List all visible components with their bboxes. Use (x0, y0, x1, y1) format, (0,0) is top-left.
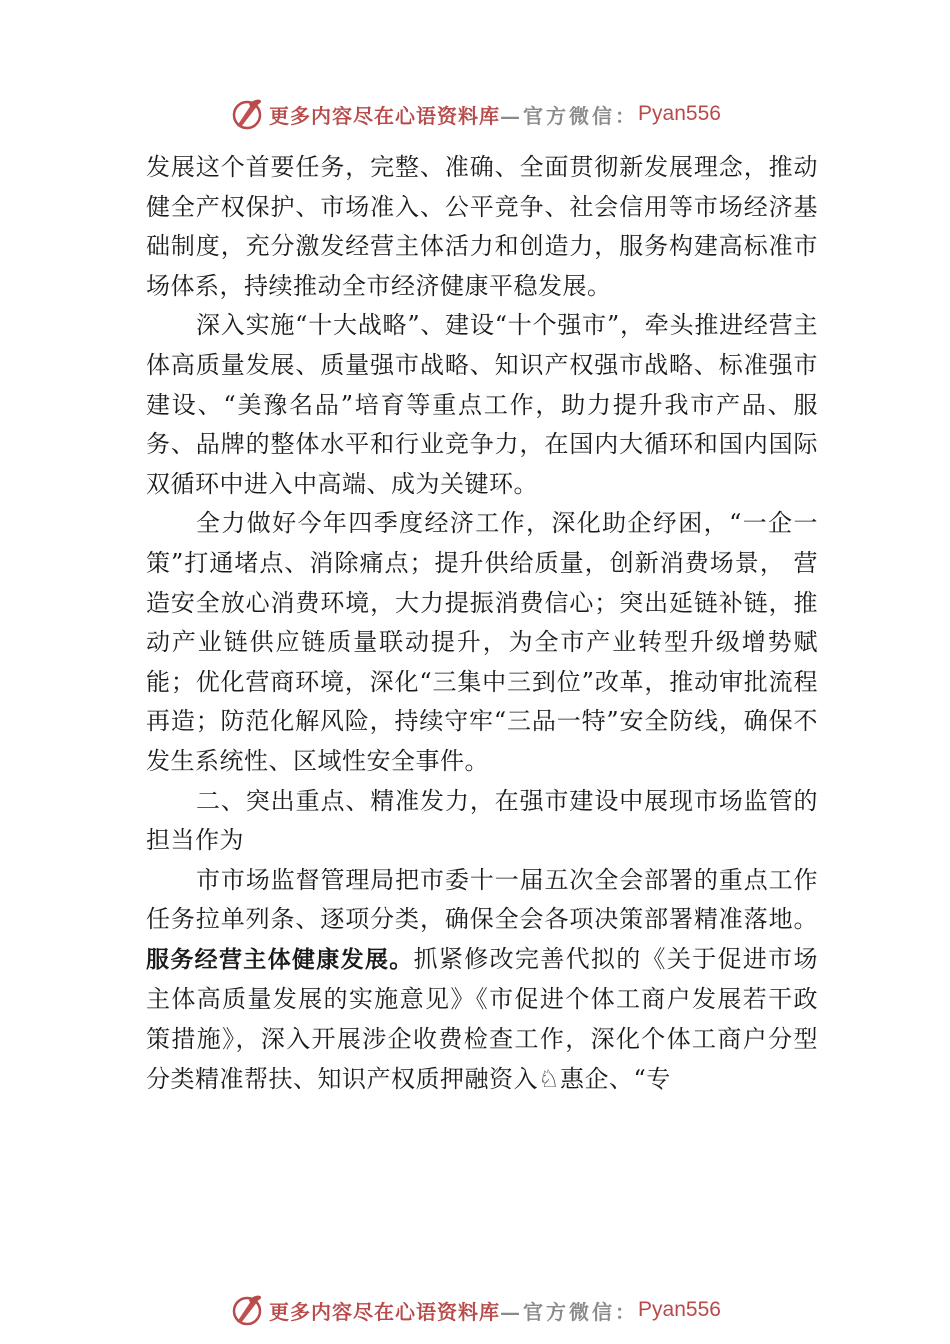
paragraph-2: 深入实施“十大战略”、建设“十个强市”，牵头推进经营主体高质量发展、质量强市战略、知识产权强市战略、标准强市建设、“美豫名品”培育等重点工作，助力提升我市产品、服务、品牌的整体水平和行业竞争力，在国内大循环和国内国际双循环中进入中高端、成为关键环。 (146, 311, 818, 498)
paragraph-5-bold-heading: 服务经营主体健康发展。 (146, 946, 414, 973)
banner-wechat-label: —官方微信： (500, 1299, 639, 1324)
footer-banner (0, 1288, 950, 1332)
banner-wechat-label: —官方微信： (500, 103, 639, 128)
paragraph-1: 发展这个首要任务，完整、准确、全面贯彻新发展理念，推动健全产权保护、市场准入、公平竞争、社会信用等市场经济基础制度，充分激发经营主体活力和创造力，服务构建高标准市场体系，持续推动全市经济健康平稳发展。 (146, 153, 818, 300)
banner-site-text: 更多内容尽在心语资料库 (269, 103, 501, 128)
section-heading: 二、突出重点、精准发力，在强市建设中展现市场监管的担当作为 (146, 786, 818, 855)
paragraph-5-body: 抓紧修改完善代拟的《关于促进市场主体高质量发展的实施意见》《市促进个体工商户发展若干政策措施》，深入开展涉企收费检查工作，深化个体工商户分型分类精准帮扶、知识产权质押融资入♘惠企、“专 (146, 944, 819, 1093)
document-body (146, 148, 818, 1099)
banner-wechat-id: Pyan556 (638, 1298, 721, 1321)
header-banner (0, 92, 950, 136)
paragraph-3: 全力做好今年四季度经济工作，深化助企纾困，“一企一策”打通堵点、消除痛点；提升供给质量，创新消费场景， 营造安全放心消费环境，大力提振消费信心；突出延链补链，推动产业链供应链质量联动提升，为全市产业转型升级增势赋能；优化营商环境，深化“三集中三到位”改革，推动审批流程再造；防范化解风险，持续守牢“三品一特”安全防线，确保不发生系统性、区域性安全事件。 (146, 509, 818, 775)
paragraph-5-intro: 市市场监督管理局把市委十一届五次全会部署的重点工作任务拉单列条、逐项分类，确保全会各项决策部署精准落地。 (146, 865, 818, 934)
paragraph-5 (146, 861, 818, 1100)
quill-logo-icon (229, 1292, 265, 1328)
banner-site-text: 更多内容尽在心语资料库 (269, 1299, 501, 1324)
banner-wechat-id: Pyan556 (638, 102, 721, 125)
quill-logo-icon (229, 96, 265, 132)
